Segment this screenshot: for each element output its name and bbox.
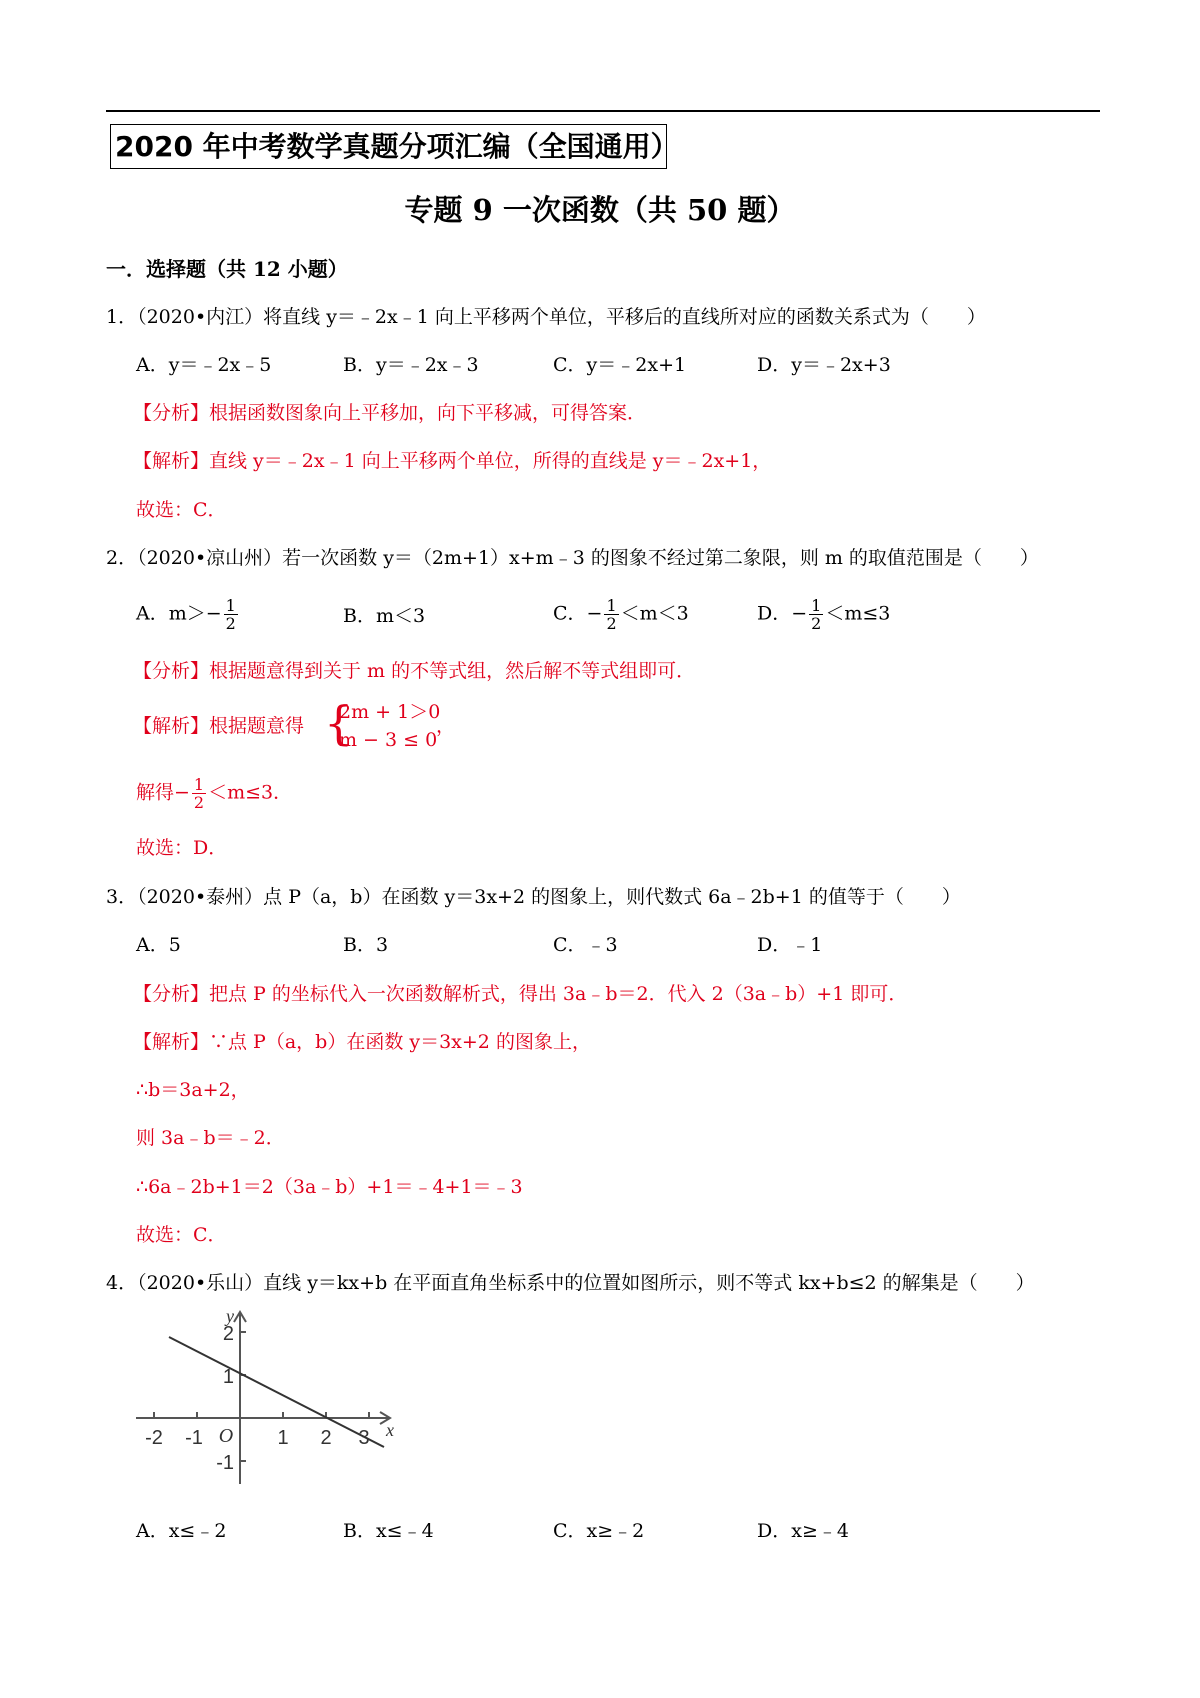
q1-analysis: 【分析】根据函数图象向上平移加，向下平移减，可得答案． [133, 402, 647, 424]
q1-option-c: C．y＝﹣2x+1 [553, 354, 687, 376]
x-tick-label: 2 [320, 1427, 332, 1449]
origin-label: O [218, 1425, 234, 1447]
fraction-one-half [192, 776, 206, 811]
q3-solution-line: ∴b＝3a+2， [136, 1079, 250, 1101]
q2-option-c-pre: C．− [553, 602, 603, 625]
q1-solution: 【解析】直线 y＝﹣2x﹣1 向上平移两个单位，所得的直线是 y＝﹣2x+1， [133, 450, 772, 472]
q2-stem: 2．（2020•凉山州）若一次函数 y＝（2m+1）x+m﹣3 的图象不经过第二象限，则 m 的取值范围是（ ） [106, 547, 1039, 569]
y-tick-label: 2 [222, 1323, 234, 1345]
q2-answer: 故选：D． [136, 837, 228, 859]
fraction-numerator: 1 [193, 775, 205, 794]
q2-option-d-pre: D．− [757, 602, 808, 625]
fraction-denominator: 2 [606, 614, 617, 633]
q4-option-c: C．x≥﹣2 [553, 1520, 645, 1542]
x-tick-label: 3 [358, 1427, 370, 1449]
q3-option-c: C．﹣3 [553, 934, 618, 956]
q2-option-c [553, 597, 689, 632]
q1-stem: 1．（2020•内江）将直线 y＝﹣2x﹣1 向上平移两个单位，平移后的直线所对应的函数关系式为（ ） [106, 306, 986, 328]
header-rule [106, 110, 1100, 112]
q2-option-d-post: ＜m≤3 [825, 602, 891, 625]
x-tick-label: -1 [185, 1427, 203, 1449]
x-tick-label: -2 [145, 1427, 163, 1449]
box-title: 2020 年中考数学真题分项汇编（全国通用） [110, 124, 667, 169]
q3-option-b: B．3 [343, 934, 389, 956]
q3-solution-line: 则 3a﹣b＝﹣2． [136, 1127, 285, 1149]
q4-option-d: D．x≥﹣4 [757, 1520, 849, 1542]
q4-option-b: B．x≤﹣4 [343, 1520, 434, 1542]
q2-system-line2: m − 3 ≤ 0 [339, 729, 438, 751]
fraction-denominator: 2 [811, 614, 822, 633]
q4-option-a: A．x≤﹣2 [136, 1520, 227, 1542]
q2-option-a-text: A．m＞− [136, 602, 222, 625]
fraction-numerator: 1 [811, 596, 822, 615]
fraction-one-half [224, 597, 238, 632]
q4-stem: 4．（2020•乐山）直线 y＝kx+b 在平面直角坐标系中的位置如图所示，则不等式 kx+b≤2 的解集是（ ） [106, 1272, 1035, 1294]
q2-solution-prefix: 【解析】根据题意得 [133, 715, 305, 737]
fraction-denominator: 2 [225, 614, 236, 633]
q4-graph [128, 1308, 408, 1490]
q3-analysis: 【分析】把点 P 的坐标代入一次函数解析式，得出 3a﹣b＝2．代入 2（3a﹣b）+1 即可． [133, 983, 908, 1005]
q2-option-c-post: ＜m＜3 [620, 602, 689, 625]
q2-analysis: 【分析】根据题意得到关于 m 的不等式组，然后解不等式组即可． [133, 660, 696, 682]
fraction-numerator: 1 [225, 596, 236, 615]
q2-result-pre: 解得− [136, 781, 190, 804]
q1-option-a: A．y＝﹣2x﹣5 [136, 354, 272, 376]
section-title: 一．选择题（共 12 小题） [106, 257, 348, 281]
fraction-numerator: 1 [606, 596, 617, 615]
y-tick-label: -1 [216, 1452, 234, 1474]
q2-system-suffix: ， [436, 715, 456, 737]
q3-option-a: A．5 [136, 934, 181, 956]
q2-result [136, 776, 292, 811]
fraction-one-half [809, 597, 823, 632]
system-brace: { [324, 696, 354, 750]
y-axis-label: y [226, 1308, 234, 1326]
q3-solution-line: 【解析】∵点 P（a，b）在函数 y＝3x+2 的图象上， [133, 1031, 591, 1053]
q3-answer: 故选：C． [136, 1224, 227, 1246]
x-tick-label: 1 [277, 1427, 289, 1449]
q1-answer: 故选：C． [136, 499, 227, 521]
q1-option-d: D．y＝﹣2x+3 [757, 354, 891, 376]
y-tick-label: 1 [222, 1366, 234, 1388]
q3-solution-line: ∴6a﹣2b+1＝2（3a﹣b）+1＝﹣4+1＝﹣3 [136, 1176, 523, 1198]
q2-result-post: ＜m≤3． [208, 781, 293, 804]
fraction-one-half [604, 597, 618, 632]
x-axis-label: x [386, 1420, 394, 1440]
q3-option-d: D．﹣1 [757, 934, 823, 956]
q2-option-a [136, 597, 240, 632]
fraction-denominator: 2 [193, 793, 205, 812]
q3-stem: 3．（2020•泰州）点 P（a，b）在函数 y＝3x+2 的图象上，则代数式 6a﹣2b+1 的值等于（ ） [106, 886, 961, 908]
q2-option-d [757, 597, 890, 632]
page-subtitle: 专题 9 一次函数（共 50 题） [404, 193, 796, 227]
q2-system-line1: 2m + 1＞0 [339, 701, 441, 723]
q2-option-b: B．m＜3 [343, 605, 426, 627]
q1-option-b: B．y＝﹣2x﹣3 [343, 354, 479, 376]
